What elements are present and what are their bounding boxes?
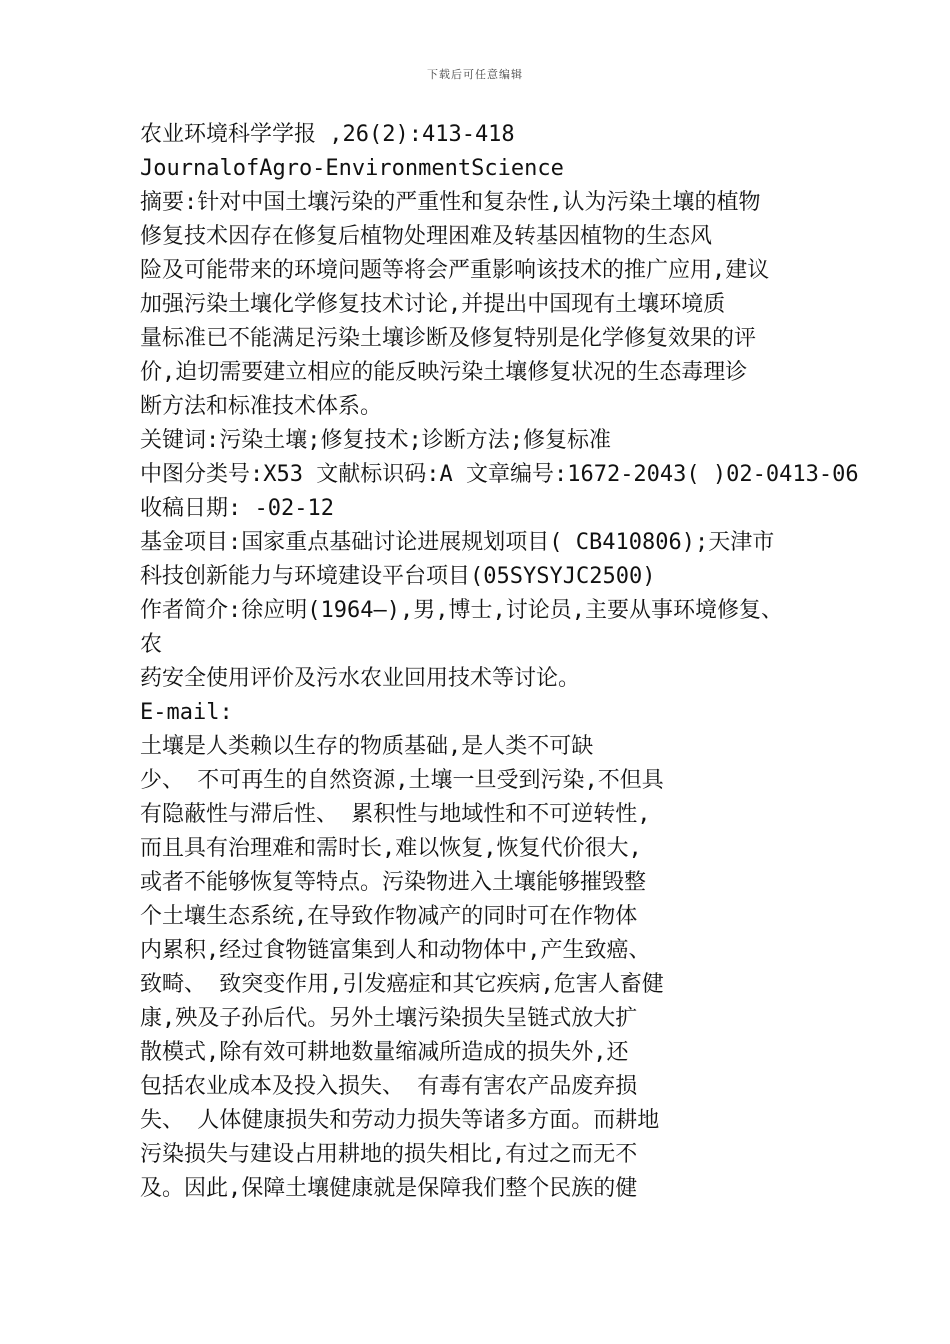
journal-english-name: JournalofAgro-EnvironmentScience <box>140 156 564 181</box>
page-header-note: 下载后可任意编辑 <box>427 68 523 81</box>
funding-line: 基金项目:国家重点基础讨论进展规划项目( CB410806);天津市 <box>140 530 775 555</box>
abstract-line: 量标准已不能满足污染土壤诊断及修复特别是化学修复效果的评 <box>140 326 757 351</box>
body-paragraph-line: 内累积,经过食物链富集到人和动物体中,产生致癌、 <box>140 938 651 963</box>
journal-citation: 农业环境科学学报 ,26(2):413-418 <box>140 122 515 147</box>
abstract-line: 价,迫切需要建立相应的能反映污染土壤修复状况的生态毒理诊 <box>140 360 748 385</box>
body-paragraph-line: 包括农业成本及投入损失、 有毒有害农产品废弃损 <box>140 1074 638 1099</box>
funding-line: 科技创新能力与环境建设平台项目(05SYSYJC2500) <box>140 564 656 589</box>
body-paragraph-line: 土壤是人类赖以生存的物质基础,是人类不可缺 <box>140 734 594 759</box>
abstract-line: 加强污染土壤化学修复技术讨论,并提出中国现有土壤环境质 <box>140 292 726 317</box>
keywords-line: 关键词:污染土壤;修复技术;诊断方法;修复标准 <box>140 428 611 453</box>
body-paragraph-line: 致畸、 致突变作用,引发癌症和其它疾病,危害人畜健 <box>140 972 664 997</box>
body-paragraph-line: 污染损失与建设占用耕地的损失相比,有过之而无不 <box>140 1142 638 1167</box>
body-paragraph-line: 及。因此,保障土壤健康就是保障我们整个民族的健 <box>140 1176 638 1201</box>
abstract-line: 修复技术因存在修复后植物处理困难及转基因植物的生态风 <box>140 224 713 249</box>
body-paragraph-line: 康,殃及子孙后代。另外土壤污染损失呈链式放大扩 <box>140 1006 638 1031</box>
received-date-line: 收稿日期: -02-12 <box>140 496 334 521</box>
email-line: E-mail: <box>140 700 233 725</box>
abstract-line: 摘要:针对中国土壤污染的严重性和复杂性,认为污染土壤的植物 <box>140 190 761 215</box>
document-body <box>140 118 859 1206</box>
body-paragraph-line: 失、 人体健康损失和劳动力损失等诸多方面。而耕地 <box>140 1108 660 1133</box>
body-paragraph-line: 有隐蔽性与滞后性、 累积性与地域性和不可逆转性, <box>140 802 651 827</box>
abstract-line: 险及可能带来的环境问题等将会严重影响该技术的推广应用,建议 <box>140 258 770 283</box>
abstract-line: 断方法和标准技术体系。 <box>140 394 383 419</box>
classification-line: 中图分类号:X53 文献标识码:A 文章编号:1672-2043( )02-0413-06 <box>140 462 859 487</box>
body-paragraph-line: 散模式,除有效可耕地数量缩减所造成的损失外,还 <box>140 1040 629 1065</box>
author-bio-line: 作者简介:徐应明(1964—),男,博士,讨论员,主要从事环境修复、 <box>140 598 783 623</box>
body-paragraph-line: 个土壤生态系统,在导致作物减产的同时可在作物体 <box>140 904 638 929</box>
author-bio-line: 农 <box>140 632 163 657</box>
body-paragraph-line: 少、 不可再生的自然资源,土壤一旦受到污染,不但具 <box>140 768 664 793</box>
body-paragraph-line: 而且具有治理难和需时长,难以恢复,恢复代价很大, <box>140 836 642 861</box>
author-bio-line: 药安全使用评价及污水农业回用技术等讨论。 <box>140 666 581 691</box>
body-paragraph-line: 或者不能够恢复等特点。污染物进入土壤能够摧毁整 <box>140 870 647 895</box>
